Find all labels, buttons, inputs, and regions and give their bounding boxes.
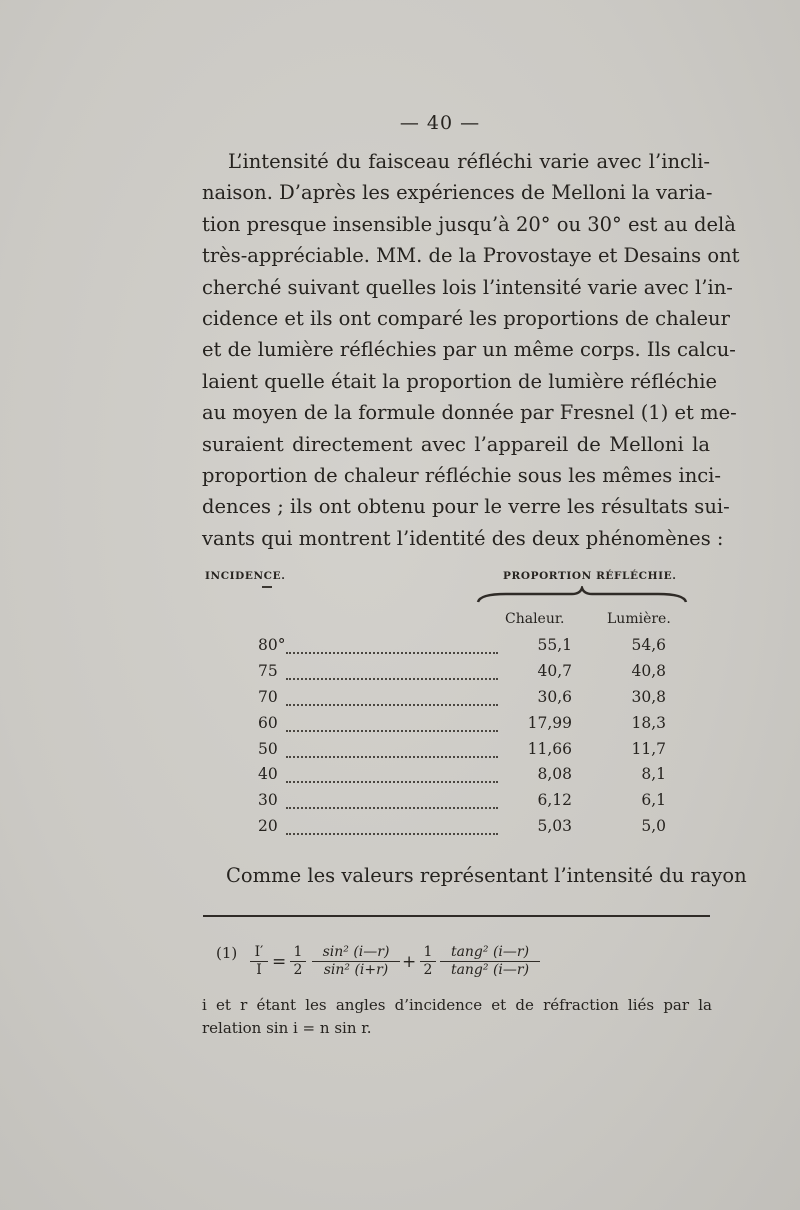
chaleur-cell: 55,1 [537,636,572,654]
text-line: naison. D’après les expériences de Melloni la varia- [202,181,713,205]
brace-icon [476,586,688,606]
lumiere-cell: 30,8 [631,687,666,706]
formula-tang-ratio [440,944,540,979]
incidence-cell: 50 [258,739,278,758]
leader-dots [286,718,498,732]
formula-half-den: 2 [420,961,436,979]
text-line: cidence et ils ont comparé les proportions de chaleur [202,307,730,331]
chaleur-cell: 11,66 [527,739,572,758]
page-number: — 40 — [399,112,481,134]
text-line: au moyen de la formule donnée par Fresnel (1) et me- [202,401,737,425]
table-row [258,765,678,791]
footnote-mark: (1) [216,944,238,962]
formula-half-2 [420,944,436,979]
leader-dots [286,795,498,809]
text-line: vants qui montrent l’identité des deux phénomènes : [202,526,724,550]
chaleur-cell: 6,12 [537,791,572,810]
formula-half-num: 1 [423,944,433,960]
formula-sin-den: sin² (i+r) [312,961,400,979]
chaleur-cell: 5,03 [537,817,572,836]
incidence-cell: 80° [258,636,286,654]
footnote-line: relation sin i = n sin r. [202,1019,372,1037]
text-line: laient quelle était la proportion de lumière réfléchie [202,369,718,393]
lumiere-cell: 11,7 [631,739,666,758]
incidence-cell: 30 [258,791,278,810]
table-row [258,740,678,766]
table-row [258,791,678,817]
table-row [258,714,678,740]
text-line: tion presque insensible jusqu’à 20° ou 30° est au delà [202,212,736,236]
text-line: très-appréciable. MM. de la Provostaye et Desains ont [202,244,740,268]
leader-dots [286,821,498,835]
body-paragraph [202,146,740,554]
lumiere-cell: 6,1 [641,791,666,810]
text-line: suraient directement avec l’appareil de Melloni la [202,432,710,456]
leader-dots [286,769,498,783]
incidence-cell: 20 [258,817,278,836]
formula-tang-den: tang² (i—r) [440,961,540,979]
leader-dots [286,640,498,654]
lumiere-cell: 18,3 [631,713,666,732]
formula-half-den: 2 [290,961,306,979]
column-header-proportion: PROPORTION RÉFLÉCHIE. [503,570,677,582]
lumiere-cell: 8,1 [641,765,666,784]
formula-sin-ratio [312,944,400,979]
incidence-cell: 75 [258,661,278,680]
chaleur-cell: 40,7 [537,661,572,680]
text-line: dences ; ils ont obtenu pour le verre les résultats sui- [202,495,730,519]
text-line: proportion de chaleur réfléchie sous les mêmes inci- [202,464,722,488]
text-line: cherché suivant quelles lois l’intensité varie avec l’in- [202,275,733,299]
incidence-cell: 60 [258,713,278,732]
chaleur-cell: 8,08 [537,765,572,784]
footnote-rule [203,915,710,917]
incidence-cell: 40 [258,765,278,784]
subheader-chaleur: Chaleur. [505,611,565,627]
chaleur-cell: 30,6 [537,687,572,706]
table-row [258,688,678,714]
formula-lhs-den: I [250,961,268,979]
formula-tang-num: tang² (i—r) [450,944,530,960]
continuation-line: Comme les valeurs représentant l’intensité du rayon [226,864,747,887]
formula-half-1 [290,944,306,979]
table-row [258,817,678,843]
chaleur-cell: 17,99 [527,713,572,732]
data-table [258,636,678,843]
leader-dots [286,666,498,680]
formula-ratio [250,944,268,979]
formula-lhs-num: I′ [254,944,264,960]
lumiere-cell: 54,6 [631,636,666,654]
footnote-line: i et r étant les angles d’incidence et de réfraction liés par la [202,996,712,1014]
footnote-text [202,994,712,1040]
leader-dots [286,744,498,758]
formula-half-num: 1 [293,944,303,960]
incidence-cell: 70 [258,687,278,706]
lumiere-cell: 5,0 [641,817,666,836]
formula-equals: = [272,952,287,972]
lumiere-cell: 40,8 [631,661,666,680]
formula-sin-num: sin² (i—r) [322,944,390,960]
text-line: et de lumière réfléchies par un même corps. Ils calcu- [202,338,736,362]
table-row [258,636,678,662]
subheader-lumiere: Lumière. [607,611,671,627]
text-line: L’intensité du faisceau réfléchi varie avec l’incli- [228,150,710,173]
formula-plus: + [402,952,417,972]
table-row [258,662,678,688]
leader-dots [286,692,498,706]
column-header-incidence: INCIDENCE. [205,570,286,582]
header-dash [262,586,272,588]
